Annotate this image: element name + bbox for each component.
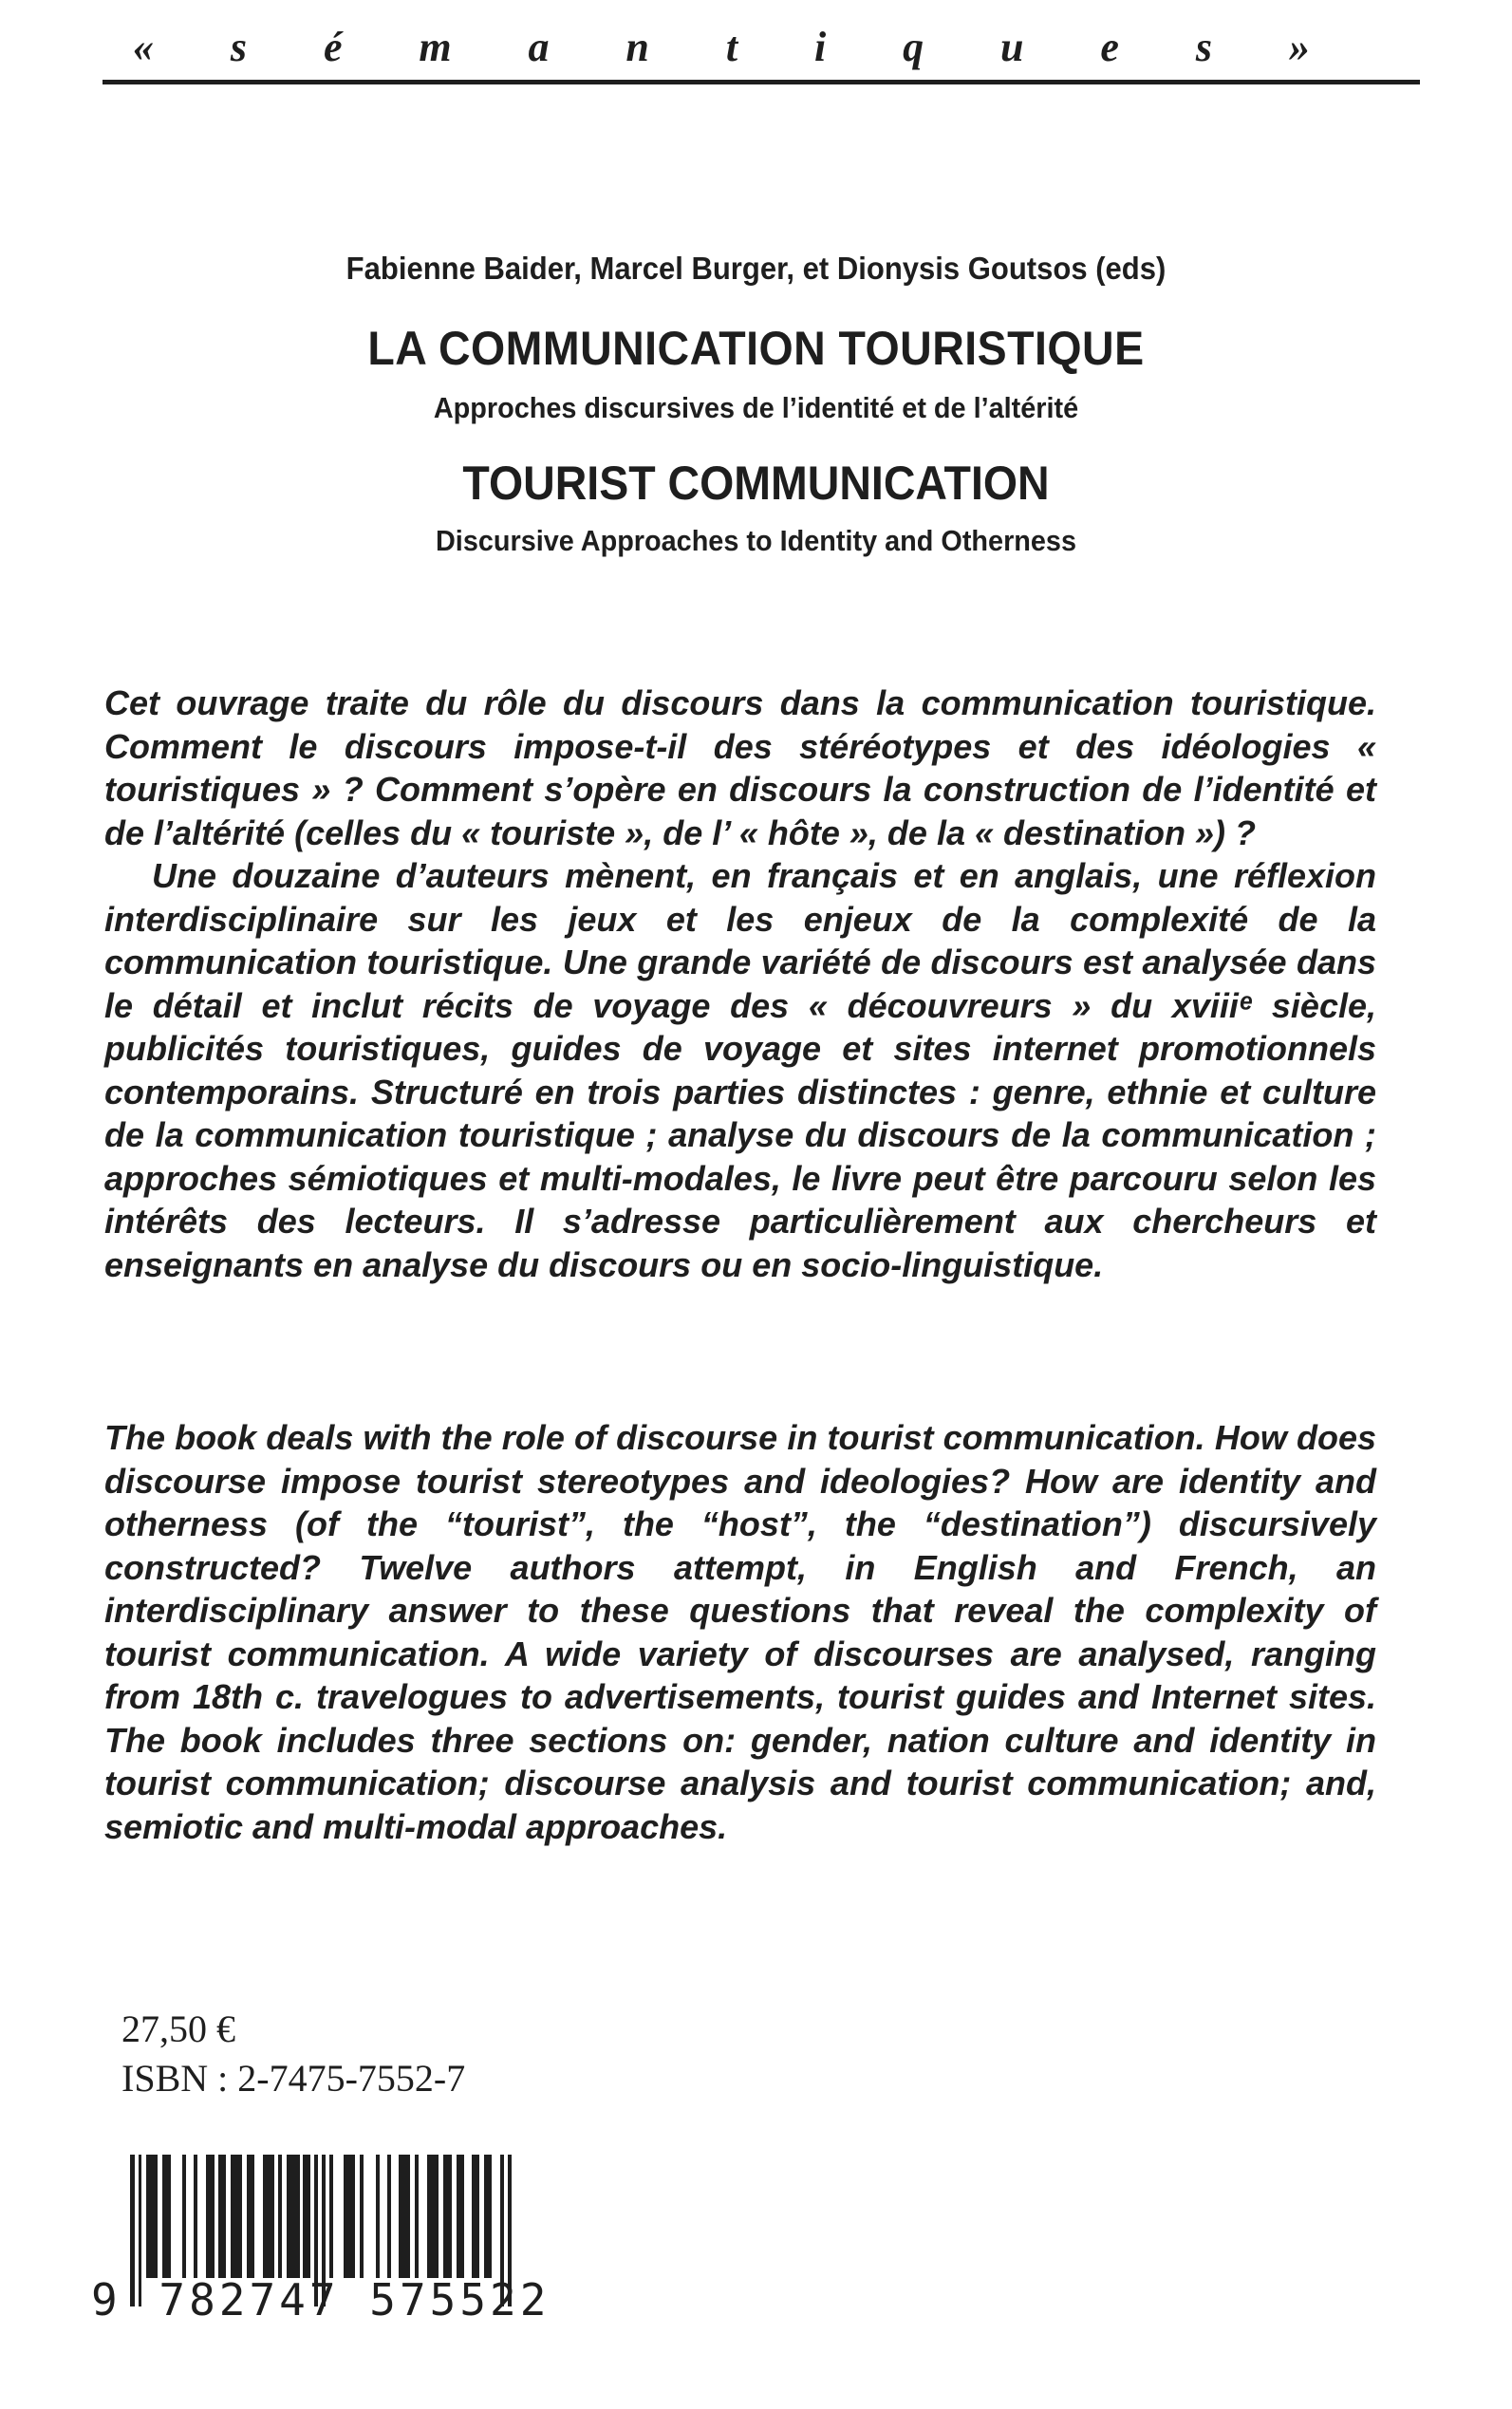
series-letter: s [1195, 24, 1212, 70]
series-letter: t [725, 24, 738, 70]
book-title-en: TOURIST COMMUNICATION [462, 457, 1050, 510]
book-editors: Fabienne Baider, Marcel Burger, et Dionysis Goutsos (eds) [345, 251, 1167, 286]
barcode-lead-digit: 9 [91, 2274, 118, 2325]
series-letter: e [1100, 24, 1119, 70]
blurb-fr-paragraph: Une douzaine d’auteurs mènent, en français et en anglais, une réflexion interdisciplinaire sur les jeux et les enjeux de la complexité de la communication touristique. Une grande variété de discours est analysée dans le détail et inclut récits de voyage des « découvreurs » du xviiiᵉ siècle, publicités touristiques, guides de voyage et sites internet promotionnels contemporains. Structuré en trois parties distinctes : genre, ethnie et culture de la communication touristique ; analyse du discours de la communication ; approches sémiotiques et multi-modales, le livre peut être parcouru selon les intérêts des lecteurs. Il s’adresse particulièrement aux chercheurs et enseignants en analyse du discours ou en socio-linguistique. [104, 856, 1376, 1284]
series-letter: s [230, 24, 248, 70]
isbn: ISBN : 2-7475-7552-7 [121, 2057, 466, 2100]
series-letter: q [903, 24, 924, 70]
series-letter: u [1000, 24, 1024, 70]
series-letter: n [625, 24, 649, 70]
blurb-english [104, 1416, 1376, 1848]
series-letter: é [323, 24, 343, 70]
barcode-left-digits: 782747 [159, 2274, 340, 2325]
blurb-fr-paragraph: Cet ouvrage traite du rôle du discours dans la communication touristique. Comment le discours impose-t-il des stéréotypes et des idéologies « touristiques » ? Comment s’opère en discours la construction de l’identité et de l’altérité (celles du « touriste », de l’ « hôte », de la « destination ») ? [104, 683, 1376, 852]
header-divider [103, 80, 1420, 84]
price: 27,50 € [121, 2008, 235, 2050]
series-name [133, 21, 1310, 74]
barcode-number [91, 2274, 550, 2325]
series-letter: a [528, 24, 550, 70]
blurb-en-paragraph: The book deals with the role of discourse in tourist communication. How does discourse impose tourist stereotypes and ideologies? How are identity and otherness (of the “tourist”, the “host”, the “destination”) discursively constructed? Twelve authors attempt, in English and French, an interdisciplinary answer to these questions that reveal the complexity of tourist communication. A wide variety of discourses are analysed, ranging from 18th c. travelogues to advertisements, tourist guides and Internet sites. The book includes three sections on: gender, nation culture and identity in tourist communication; discourse analysis and tourist communication; and, semiotic and multi-modal approaches. [104, 1418, 1376, 1846]
series-letter: m [419, 24, 452, 70]
series-letter: « [133, 24, 154, 70]
blurb-french [104, 682, 1376, 1286]
book-title-fr: LA COMMUNICATION TOURISTIQUE [367, 322, 1145, 375]
book-subtitle-fr: Approches discursives de l’identité et de l’altérité [433, 391, 1079, 424]
barcode-right-digits: 575522 [369, 2274, 551, 2325]
series-letter: » [1288, 24, 1310, 70]
series-letter: i [813, 24, 827, 70]
book-subtitle-en: Discursive Approaches to Identity and Otherness [435, 524, 1077, 557]
